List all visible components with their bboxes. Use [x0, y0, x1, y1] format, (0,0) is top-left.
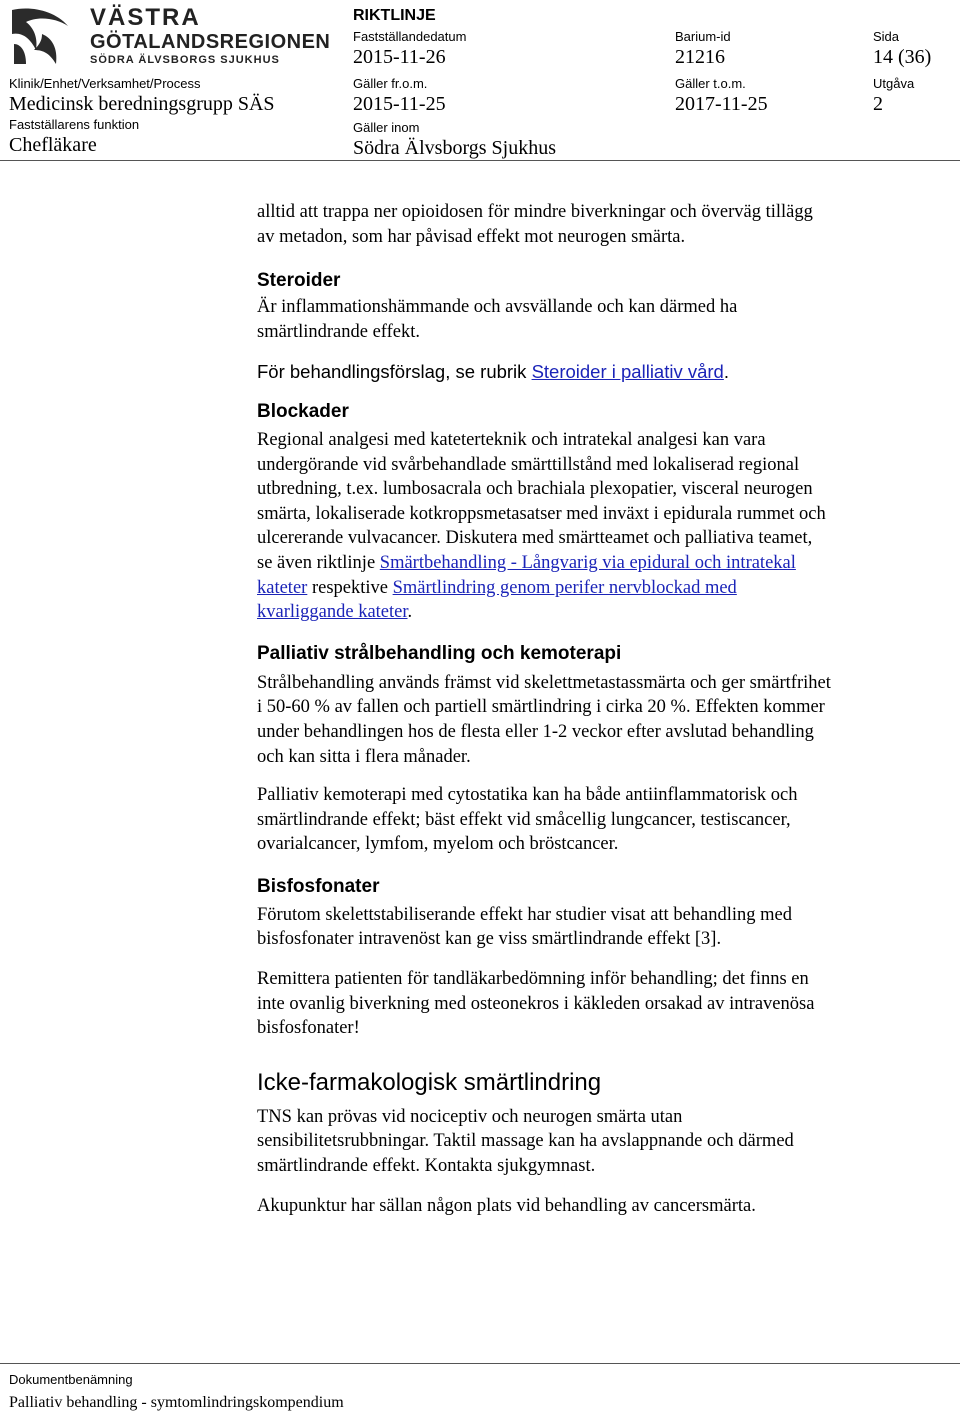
document-name-value: Palliativ behandling - symtomlindringskompendium: [9, 1394, 344, 1411]
stral-line-3: under behandlingen hos de flesta eller 1-2 veckor efter avslutad behandling: [257, 721, 814, 742]
edition-label: Utgåva: [873, 76, 915, 91]
blockader-line-8: [257, 600, 937, 625]
kemo-line-2: smärtlindrande effekt; bäst effekt vid småcellig lungcancer, testiscancer,: [257, 809, 791, 830]
steroider-ref-suffix: .: [723, 361, 729, 383]
valid-within-value: Södra Älvsborgs Sjukhus: [353, 137, 556, 159]
steroider-line-2: smärtlindrande effekt.: [257, 321, 421, 342]
barium-id-value: 21216: [675, 46, 725, 68]
remiss-line-1: Remittera patienten för tandläkarbedömning inför behandling; det finns en: [257, 969, 809, 990]
approver-function-value: Chefläkare: [9, 134, 97, 156]
blockader-line-5: ulcererande vulvacancer. Diskutera med smärtteamet och palliativa teamet,: [257, 528, 813, 549]
remiss-line-2: inte ovanlig biverkning med osteonekros i käkleden orsakad av intravenösa: [257, 993, 815, 1014]
clinic-label: Klinik/Enhet/Verksamhet/Process: [9, 76, 201, 91]
logo-text-hospital: SÖDRA ÄLVSBORGS SJUKHUS: [90, 54, 280, 66]
stral-line-4: och kan sitta i flera månader.: [257, 746, 471, 767]
tns-line-2: sensibilitetsrubbningar. Taktil massage kan ha avslappnande och därmed: [257, 1131, 794, 1152]
logo-text-region: GÖTALANDSREGIONEN: [90, 31, 331, 53]
valid-from-label: Gäller fr.o.m.: [353, 76, 428, 91]
steroider-line-1: Är inflammationshämmande och avsvällande och kan därmed ha: [257, 297, 738, 318]
intro-line-2: av metadon, som har påvisad effekt mot neurogen smärta.: [257, 226, 686, 247]
blockader-line-3: utbredning, t.ex. lumbosacrala och brachiala plexopatier, visceral neurogen: [257, 479, 813, 500]
valid-to-value: 2017-11-25: [675, 93, 768, 115]
clinic-value: Medicinsk beredningsgrupp SÄS: [9, 93, 275, 115]
blockader-line-2: undergörande vid svårbehandlade smärttillstånd med lokaliserad regional: [257, 454, 800, 475]
header-divider: [0, 160, 960, 161]
blockader-line-7: [257, 576, 937, 601]
steroider-reference: [257, 360, 937, 385]
approver-function-label: Fastställarens funktion: [9, 117, 140, 132]
tns-line-1: TNS kan prövas vid nociceptiv och neurogen smärta utan: [257, 1106, 683, 1127]
heading-bisfosfonater: Bisfosfonater: [257, 875, 380, 897]
kemo-line-1: Palliativ kemoterapi med cytostatika kan ha både antiinflammatorisk och: [257, 785, 798, 806]
blockader-see-also: se även riktlinje: [257, 552, 380, 573]
vgr-emblem-icon: [8, 4, 72, 68]
heading-blockader: Blockader: [257, 400, 349, 422]
stral-line-2: i 50-60 % av fallen och partiell smärtlindring i cirka 20 %. Effekten kommer: [257, 697, 825, 718]
link-perifer-nervblockad[interactable]: Smärtlindring genom perifer nervblockad med: [392, 577, 737, 598]
valid-from-value: 2015-11-25: [353, 93, 446, 115]
footer-divider: [0, 1363, 960, 1364]
established-date-value: 2015-11-26: [353, 46, 446, 68]
blockader-period: .: [407, 602, 413, 623]
organisation-logo: [8, 4, 331, 68]
document-name-label: Dokumentbenämning: [9, 1372, 133, 1387]
remiss-line-3: bisfosfonater!: [257, 1018, 360, 1039]
established-date-label: Fastställandedatum: [353, 29, 467, 44]
heading-steroider: Steroider: [257, 270, 341, 292]
link-smartbehandling-epidural-cont[interactable]: kateter: [257, 577, 308, 598]
blockader-line-4: smärta, lokaliserade kotkroppsmetasatser med inväxt i epidurala rummet och: [257, 503, 826, 524]
link-smartbehandling-epidural[interactable]: Smärtbehandling - Långvarig via epidural och intratekal: [379, 552, 796, 573]
heading-stralbehandling-kemoterapi: Palliativ strålbehandling och kemoterapi: [257, 642, 622, 664]
link-perifer-nervblockad-cont[interactable]: kvarliggande kateter: [257, 602, 408, 623]
link-steroider-palliativ-vard[interactable]: Steroider i palliativ vård: [531, 361, 724, 383]
document-body: [257, 200, 937, 1218]
stral-line-1: Strålbehandling används främst vid skelettmetastassmärta och ger smärtfrihet: [257, 672, 831, 693]
akupunktur-line: Akupunktur har sällan någon plats vid behandling av cancersmärta.: [257, 1195, 756, 1216]
heading-icke-farmakologisk: Icke-farmakologisk smärtlindring: [257, 1068, 602, 1096]
barium-id-label: Barium-id: [675, 29, 731, 44]
document-type: RIKTLINJE: [353, 7, 436, 24]
valid-to-label: Gäller t.o.m.: [675, 76, 746, 91]
edition-value: 2: [873, 93, 883, 115]
steroider-ref-prefix: För behandlingsförslag, se rubrik: [257, 361, 532, 383]
valid-within-label: Gäller inom: [353, 120, 420, 135]
tns-line-3: smärtlindrande effekt. Kontakta sjukgymnast.: [257, 1156, 596, 1177]
blockader-line-6: [257, 551, 937, 576]
page-label: Sida: [873, 29, 900, 44]
page-number-value: 14 (36): [873, 46, 932, 68]
blockader-respektive: respektive: [307, 577, 393, 598]
intro-line-1: alltid att trappa ner opioidosen för mindre biverkningar och överväg tillägg: [257, 202, 813, 222]
bisfos-line-1: Förutom skelettstabiliserande effekt har studier visat att behandling med: [257, 904, 792, 925]
kemo-line-3: ovarialcancer, lymfom, myelom och bröstcancer.: [257, 834, 619, 855]
logo-text-vastra: VÄSTRA: [90, 4, 201, 31]
blockader-line-1: Regional analgesi med kateterteknik och intratekal analgesi kan vara: [257, 429, 766, 450]
bisfos-line-2: bisfosfonater intravenöst kan ge viss smärtlindrande effekt [3].: [257, 929, 722, 950]
